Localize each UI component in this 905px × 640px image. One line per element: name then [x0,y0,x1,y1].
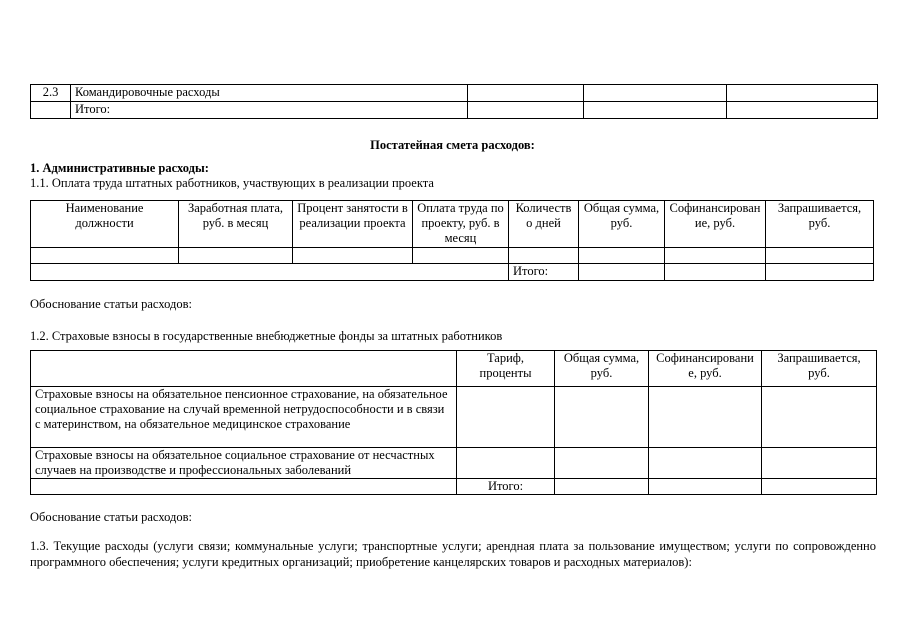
total-label: Итого: [509,264,579,281]
subsection-title: 1.2. Страховые взносы в государственные внебюджетные фонды за штатных работников [30,329,503,343]
column-header [31,351,457,387]
column-header: Запрашивается, руб. [766,201,874,248]
salary-table [30,200,874,281]
table-row [31,85,878,102]
column-header: Заработная плата, руб. в месяц [179,201,293,248]
column-header: Софинансирование, руб. [665,201,766,248]
subsection-title: 1.1. Оплата труда штатных работников, участвующих в реализации проекта [30,176,434,190]
column-header: Наименование должности [31,201,179,248]
column-header: Общая сумма, руб. [579,201,665,248]
top-expense-table [30,84,878,119]
row-number: 2.3 [31,85,71,102]
column-header: Тариф, проценты [457,351,555,387]
section-title: Постатейная смета расходов: [370,138,535,152]
table-total-row [31,264,874,281]
column-header: Запрашивается, руб. [762,351,877,387]
table-total-row [31,479,877,495]
table-row [31,102,878,119]
row-description: Страховые взносы на обязательное пенсионное страхование, на обязательное социальное страхование на случай временной нетрудоспособности и в связи с материнством, на обязательное медицинское страхование [31,387,457,448]
row-number [31,102,71,119]
justification-label: Обоснование статьи расходов: [30,297,192,311]
table-row [31,248,874,264]
row-name: Командировочные расходы [71,85,468,102]
justification-label: Обоснование статьи расходов: [30,510,192,524]
column-header: Софинансирование, руб. [649,351,762,387]
row-total-label: Итого: [71,102,468,119]
table-row [31,448,877,479]
column-header: Общая сумма, руб. [555,351,649,387]
insurance-table [30,350,877,495]
row-description: Страховые взносы на обязательное социальное страхование от несчастных случаев на производстве и профессиональных заболеваний [31,448,457,479]
column-header: Процент занятости в реализации проекта [293,201,413,248]
total-label: Итого: [457,479,555,495]
column-header: Оплата труда по проекту, руб. в месяц [413,201,509,248]
table-row [31,387,877,448]
table-header-row [31,201,874,248]
table-header-row [31,351,877,387]
section-heading: 1. Административные расходы: [30,161,209,175]
column-header: Количество дней [509,201,579,248]
subsection-paragraph: 1.3. Текущие расходы (услуги связи; коммунальные услуги; транспортные услуги; арендная плата за пользование имуществом; услуги по сопровожденно программного обеспечения; услуги кредитных организаций; приобретение канцелярских товаров и расходных материалов): [30,539,876,569]
